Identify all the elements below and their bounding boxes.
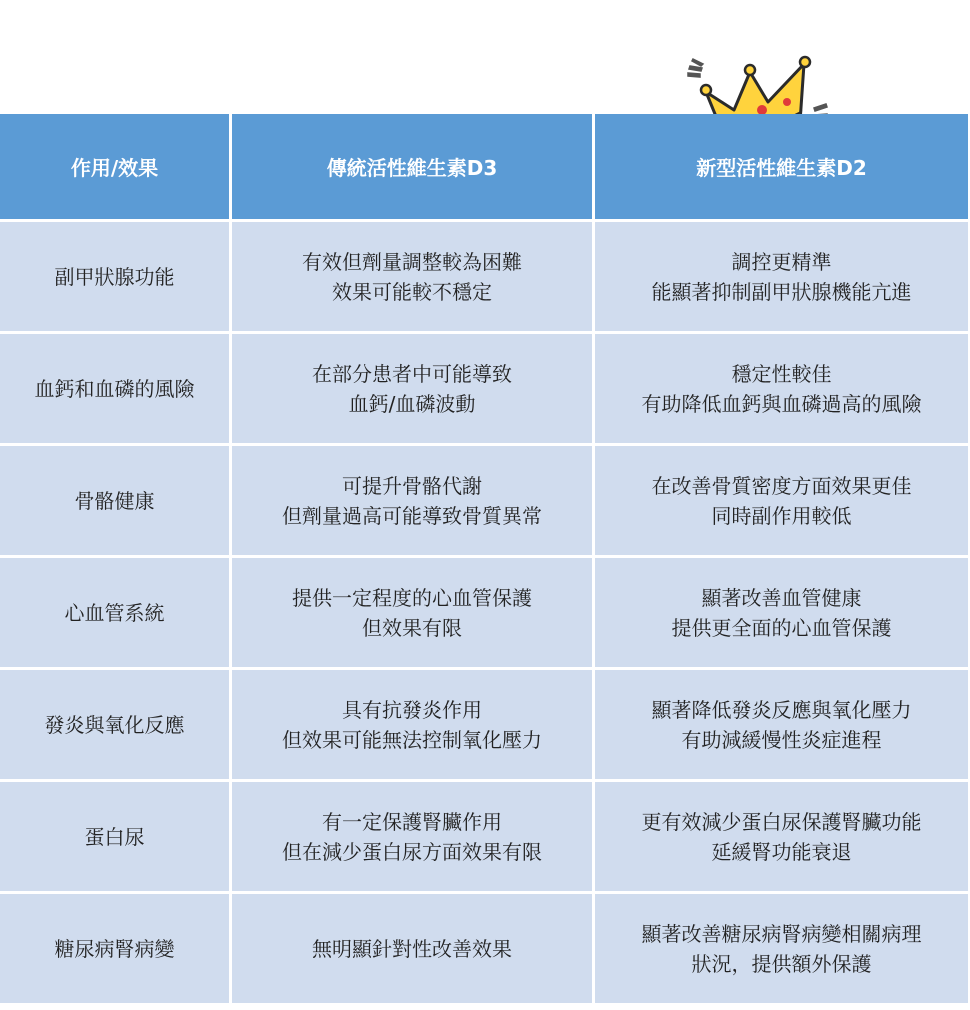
- d3-cell: [232, 894, 595, 1006]
- table-row: [0, 558, 968, 670]
- effect-cell: 蛋白尿: [0, 782, 232, 894]
- d3-cell: [232, 558, 595, 670]
- effect-cell: 糖尿病腎病變: [0, 894, 232, 1006]
- cell-line: 效果可能較不穩定: [332, 279, 492, 304]
- cell-line: 有效但劑量調整較為困難: [302, 249, 522, 274]
- table-row: [0, 334, 968, 446]
- cell-line: 提供更全面的心血管保護: [671, 615, 892, 640]
- cell-line: 延緩腎功能衰退: [711, 839, 852, 864]
- cell-line: 無明顯針對性改善效果: [312, 936, 512, 961]
- cell-line: 穩定性較佳: [731, 361, 832, 386]
- effect-cell: 骨骼健康: [0, 446, 232, 558]
- table-row: [0, 446, 968, 558]
- cell-line: 在改善骨質密度方面效果更佳: [651, 473, 912, 498]
- d2-cell: [595, 894, 968, 1006]
- cell-line: 血鈣/血磷波動: [348, 391, 476, 416]
- cell-line: 提供一定程度的心血管保護: [292, 585, 532, 610]
- header-new-d2: 新型活性維生素D2: [595, 114, 968, 222]
- cell-line: 有助降低血鈣與血磷過高的風險: [641, 391, 922, 416]
- cell-line: 調控更精準: [731, 249, 832, 274]
- cell-line: 同時副作用較低: [711, 503, 852, 528]
- d3-cell: [232, 334, 595, 446]
- cell-line: 可提升骨骼代謝: [342, 473, 482, 498]
- cell-line: 顯著改善血管健康: [701, 585, 862, 610]
- cell-line: 顯著改善糖尿病腎病變相關病理: [641, 921, 922, 946]
- d2-cell: [595, 558, 968, 670]
- d3-cell: [232, 446, 595, 558]
- cell-line: 在部分患者中可能導致: [312, 361, 512, 386]
- effect-cell: 副甲狀腺功能: [0, 222, 232, 334]
- cell-line: 更有效減少蛋白尿保護腎臟功能: [641, 809, 922, 834]
- cell-line: 有助減緩慢性炎症進程: [681, 727, 882, 752]
- d2-cell: [595, 782, 968, 894]
- table-row: [0, 894, 968, 1006]
- effect-cell: 心血管系統: [0, 558, 232, 670]
- d2-cell: [595, 446, 968, 558]
- d2-cell: [595, 334, 968, 446]
- d3-cell: [232, 670, 595, 782]
- cell-line: 但效果可能無法控制氧化壓力: [282, 727, 542, 752]
- table-row: [0, 222, 968, 334]
- table-row: [0, 782, 968, 894]
- d2-cell: [595, 222, 968, 334]
- cell-line: 狀況，提供額外保護: [691, 951, 872, 976]
- d3-cell: [232, 782, 595, 894]
- d3-cell: [232, 222, 595, 334]
- cell-line: 能顯著抑制副甲狀腺機能亢進: [651, 279, 912, 304]
- effect-cell: 發炎與氧化反應: [0, 670, 232, 782]
- header-traditional-d3: 傳統活性維生素D3: [232, 114, 595, 222]
- cell-line: 但劑量過高可能導致骨質異常: [282, 503, 542, 528]
- cell-line: 顯著降低發炎反應與氧化壓力: [651, 697, 912, 722]
- cell-line: 具有抗發炎作用: [342, 697, 482, 722]
- d2-cell: [595, 670, 968, 782]
- cell-line: 但效果有限: [362, 615, 462, 640]
- table-row: [0, 670, 968, 782]
- cell-line: 但在減少蛋白尿方面效果有限: [282, 839, 542, 864]
- table-header-row: [0, 114, 968, 222]
- effect-cell: 血鈣和血磷的風險: [0, 334, 232, 446]
- cell-line: 有一定保護腎臟作用: [322, 809, 502, 834]
- header-effect: 作用/效果: [0, 114, 232, 222]
- comparison-table: [0, 114, 968, 1006]
